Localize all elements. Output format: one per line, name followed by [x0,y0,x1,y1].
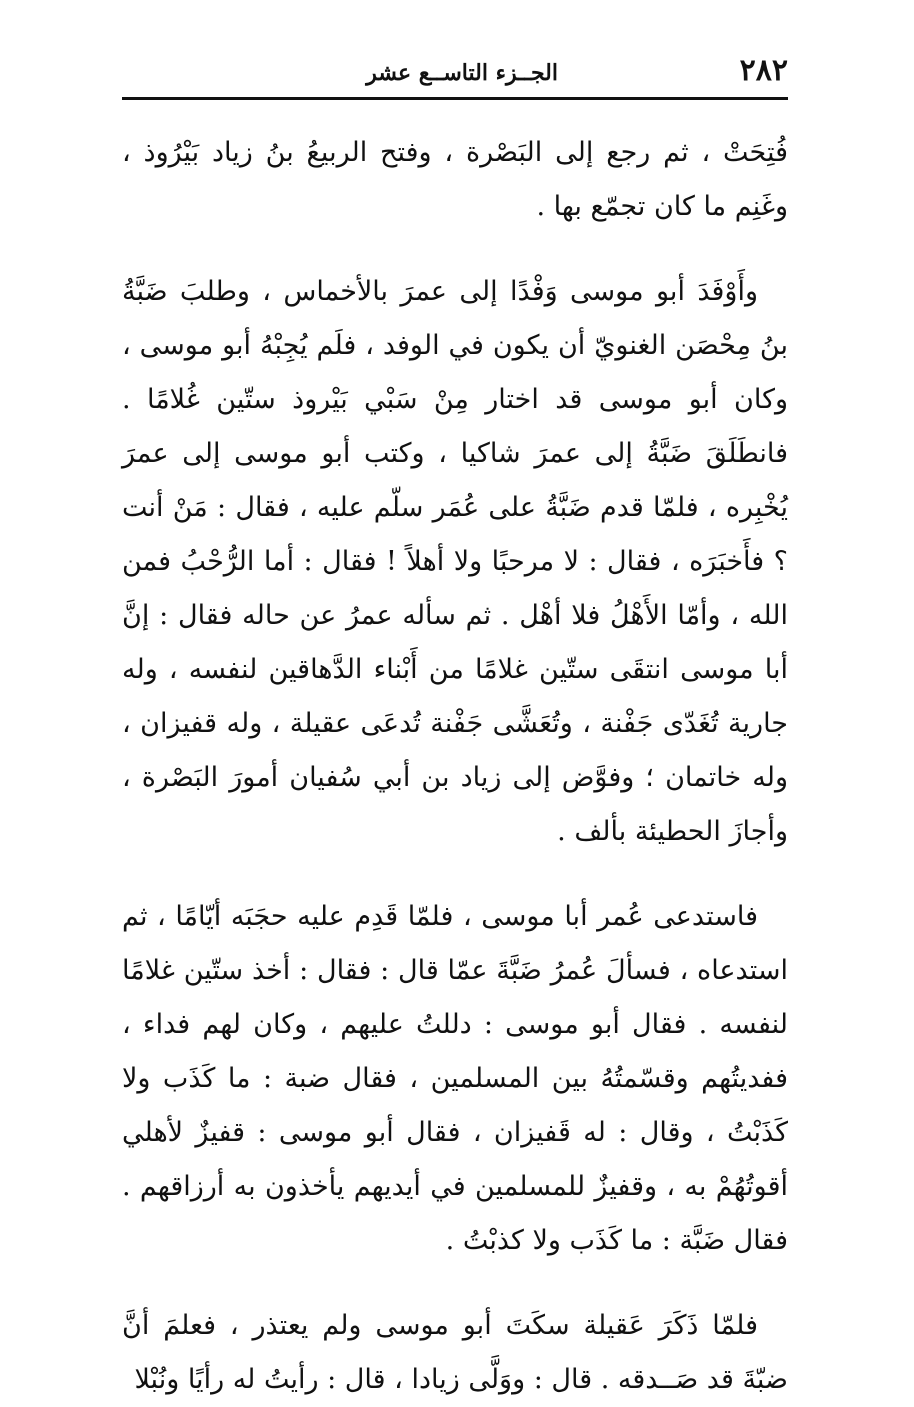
body-text [122,126,788,1407]
page-number: ٢٨٢ [739,53,788,88]
page-header [122,52,788,92]
paragraph-3: فاستدعى عُمر أبا موسى ، فلمّا قَدِم عليه حجَبَه أيّامًا ، ثم استدعاه ، فسألَ عُمرُ ضَبَّةَ عمّا قال : فقال : أخذ ستّين غلامًا لنفسه . فقال أبو موسى : دللتُ عليهم ، وكان لهم فداء ، ففديتُهم وقسّمتُهُ بين المسلمين ، فقال ضبة : ما كَذَب ولا كَذَبْتُ ، وقال : له قَفيزان ، فقال أبو موسى : قفيزٌ لأهلي أقوتُهُمْ به ، وقفيزٌ للمسلمين في أيديهم يأخذون به أرزاقهم . فقال ضَبَّة : ما كَذَب ولا كذبْتُ . [122,901,788,1256]
header-rule [122,97,788,100]
running-head: الجــزء التاســع عشر [366,60,558,86]
paragraph-1: فُتِحَتْ ، ثم رجع إلى البَصْرة ، وفتح الربيعُ بنُ زياد بَيْرُوذ ، وغَنِم ما كان تجمّع بها . [122,137,788,222]
paragraph-4: فلمّا ذَكَرَ عَقيلة سكَتَ أبو موسى ولم يعتذر ، فعلمَ أنَّ ضبّةَ قد صَــدقه . قال : ووَلَّى زيادا ، قال : رأيتُ له رأيًا ونُبْلا [122,1310,788,1395]
paragraph-2: وأَوْفَدَ أبو موسى وَفْدًا إلى عمرَ بالأخماس ، وطلبَ ضَبَّةُ بنُ مِحْصَن الغنويّ أن يكون في الوفد ، فلَم يُجِبْهُ أبو موسى ، وكان أبو موسى قد اختار مِنْ سَبْي بَيْروذ ستّين غُلامًا . فانطَلَقَ ضَبَّةُ إلى عمرَ شاكيا ، وكتب أبو موسى إلى عمرَ يُخْبِره ، فلمّا قدم ضَبَّةُ على عُمَر سلّم عليه ، فقال : مَنْ أنت ؟ فأَخبَرَه ، فقال : لا مرحبًا ولا أهلاً ! فقال : أما الرُّحْبُ فمن الله ، وأمّا الأَهْلُ فلا أهْل . ثم سأله عمرُ عن حاله فقال : إنَّ أبا موسى انتقَى ستّين غلامًا من أَبْناء الدَّهاقين لنفسه ، وله جارية تُغَدّى جَفْنة ، وتُعَشَّى جَفْنة تُدعَى عقيلة ، وله قفيزان ، وله خاتمان ؛ وفوَّض إلى زياد بن أبي سُفيان أمورَ البَصْرة ، وأجازَ الحطيئة بألف . [122,276,788,847]
